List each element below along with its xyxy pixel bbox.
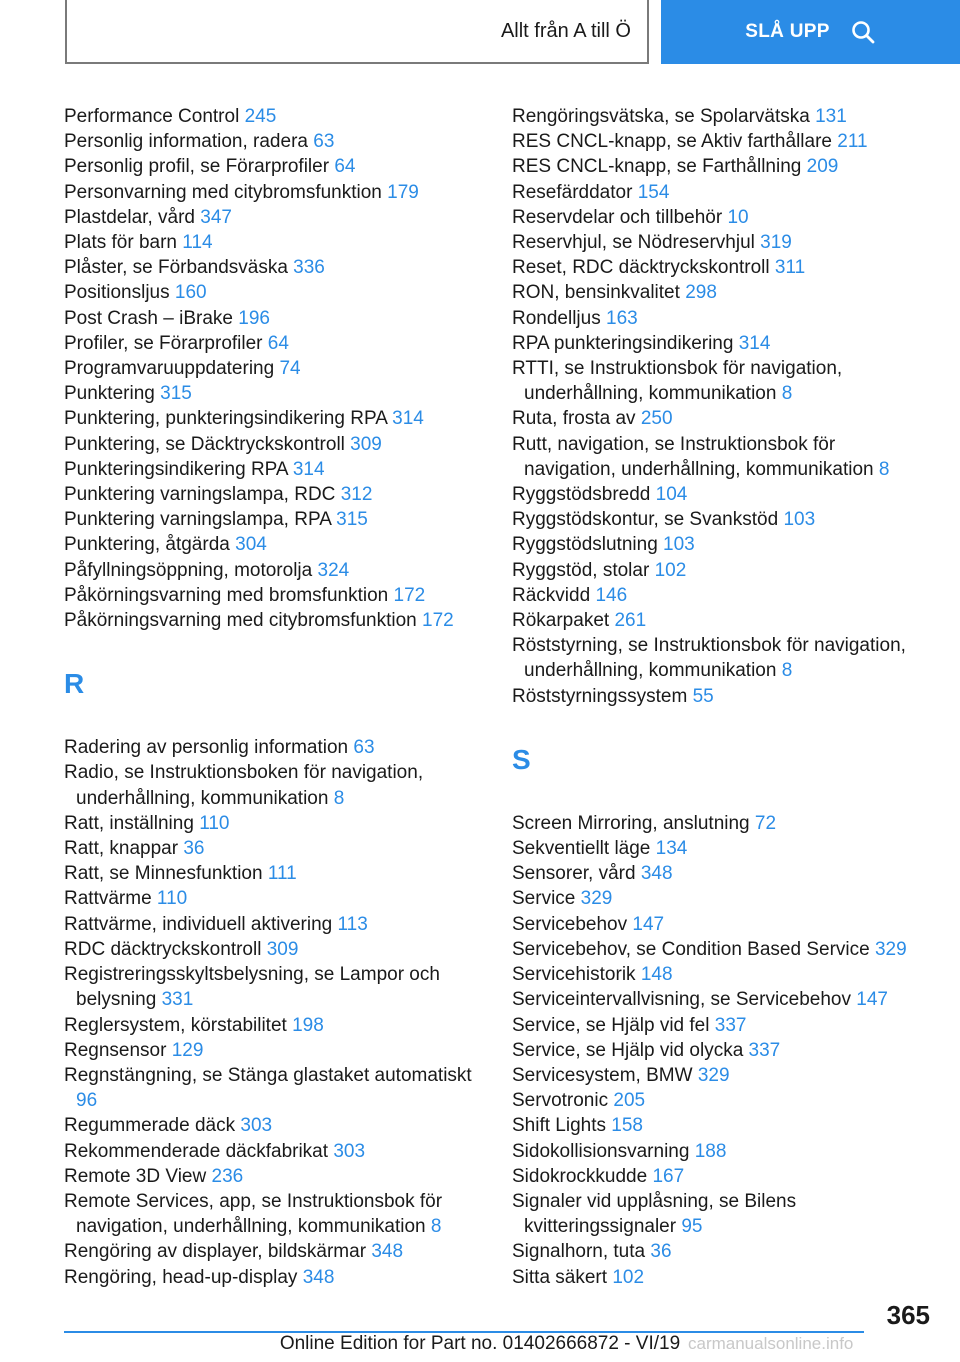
- page-reference-link[interactable]: 336: [293, 257, 325, 279]
- page-reference-link[interactable]: 337: [748, 1039, 781, 1061]
- page-reference-link[interactable]: 331: [161, 989, 194, 1011]
- index-entry: [512, 836, 932, 861]
- page-reference-link[interactable]: 10: [727, 206, 749, 228]
- index-entry: [512, 306, 932, 331]
- index-entry: [64, 432, 484, 457]
- page-reference-link[interactable]: 36: [650, 1241, 672, 1263]
- index-entry: [512, 104, 932, 129]
- entry-text: Punktering, punkteringsindikering RPA: [64, 408, 387, 430]
- index-entry: [64, 811, 484, 836]
- entry-text: Performance Control: [64, 106, 240, 127]
- page-reference-link[interactable]: 146: [595, 584, 628, 606]
- entry-text: Radering av personlig information: [64, 737, 349, 759]
- index-entry: [512, 1088, 932, 1113]
- entry-text: Rengöring av displayer, bildskärmar: [64, 1241, 367, 1263]
- page-reference-link[interactable]: 172: [393, 584, 426, 606]
- page-reference-link[interactable]: 309: [350, 433, 382, 455]
- index-entry: [512, 1013, 932, 1038]
- page-reference-link[interactable]: 324: [317, 559, 350, 581]
- page-reference-link[interactable]: 148: [640, 964, 673, 986]
- page-reference-link[interactable]: 103: [783, 509, 816, 531]
- page-reference-link[interactable]: 315: [160, 383, 192, 405]
- entry-text: Personvarning med citybromsfunktion: [64, 181, 382, 203]
- entry-text: Räckvidd: [512, 584, 591, 606]
- entry-text: RES CNCL-knapp, se Farthållning: [512, 156, 802, 178]
- index-entry: [512, 987, 932, 1012]
- entry-text: Sidokollisionsvarning: [512, 1140, 690, 1162]
- entry-text: RDC däcktryckskontroll: [64, 938, 262, 960]
- page-reference-link[interactable]: 8: [781, 660, 793, 682]
- entry-text: Punktering varningslampa, RDC: [64, 484, 336, 506]
- search-label: SLÅ UPP: [745, 21, 830, 42]
- index-entry: [512, 129, 932, 154]
- index-entry: [64, 381, 484, 406]
- index-entry: [512, 1038, 932, 1063]
- index-entry: [512, 205, 932, 230]
- a-to-z-label: Allt från A till Ö: [500, 19, 631, 42]
- page-reference-link[interactable]: 102: [612, 1266, 645, 1288]
- index-entry: [64, 861, 484, 886]
- entry-text: Ratt, knappar: [64, 838, 179, 860]
- entry-text: Shift Lights: [512, 1115, 606, 1137]
- page-reference-link[interactable]: 72: [754, 812, 777, 834]
- index-entry: [64, 1013, 484, 1038]
- index-entry: [64, 104, 484, 129]
- page-reference-link[interactable]: 209: [806, 156, 839, 178]
- page-reference-link[interactable]: 315: [336, 509, 368, 531]
- index-entry: [64, 1239, 484, 1264]
- entry-text: Servicebehov, se Condition Based Service: [512, 938, 870, 960]
- entry-text: Punktering, åtgärda: [64, 534, 230, 556]
- page-reference-link[interactable]: 329: [580, 888, 613, 910]
- index-entry: [512, 811, 932, 836]
- index-entry: [64, 886, 484, 911]
- entry-text: Personlig profil, se Förarprofiler: [64, 156, 330, 178]
- page-reference-link[interactable]: 160: [174, 282, 207, 304]
- entry-text: Servicebehov: [512, 913, 628, 935]
- index-entry: [512, 583, 932, 608]
- index-entry: [512, 406, 932, 431]
- index-entry: [512, 331, 932, 356]
- index-column-left: [64, 104, 484, 1290]
- index-entry: [512, 1113, 932, 1138]
- page-reference-link[interactable]: 245: [244, 106, 277, 127]
- index-entry: [512, 482, 932, 507]
- index-entry: [64, 507, 484, 532]
- entry-text: Signaler vid upplåsning, se Bilens kvitteringssignaler: [512, 1190, 797, 1238]
- index-entry: [64, 1189, 484, 1239]
- entry-text: Påkörningsvarning med bromsfunktion: [64, 584, 389, 606]
- entry-text: Påkörningsvarning med citybromsfunktion: [64, 610, 417, 632]
- page-reference-link[interactable]: 304: [235, 534, 267, 556]
- index-entry: [512, 1063, 932, 1088]
- index-entry: [64, 1139, 484, 1164]
- index-entry: [64, 1265, 484, 1290]
- entry-text: Punktering varningslampa, RPA: [64, 509, 331, 531]
- top-navigation: [0, 0, 960, 66]
- entry-text: Rondelljus: [512, 307, 601, 329]
- entry-text: Sensorer, vård: [512, 863, 636, 885]
- page-reference-link[interactable]: 63: [353, 737, 375, 759]
- page-reference-link[interactable]: 311: [774, 257, 806, 279]
- page-reference-link[interactable]: 347: [200, 206, 232, 228]
- entry-text: Service, se Hjälp vid fel: [512, 1014, 710, 1036]
- index-entry: [512, 1189, 932, 1239]
- entry-text: Regnstängning, se Stänga glastaket automatiskt: [64, 1064, 472, 1086]
- index-entry: [64, 912, 484, 937]
- search-tab[interactable]: [661, 0, 960, 64]
- index-entry: [64, 836, 484, 861]
- page-reference-link[interactable]: 111: [267, 863, 297, 885]
- page-reference-link[interactable]: 348: [640, 863, 673, 885]
- entry-text: Sidokrockkudde: [512, 1165, 648, 1187]
- entry-text: Remote 3D View: [64, 1165, 207, 1187]
- entry-text: Signalhorn, tuta: [512, 1241, 646, 1263]
- page-reference-link[interactable]: 131: [815, 106, 847, 127]
- index-entry: [512, 937, 932, 962]
- entry-text: Ryggstöd, stolar: [512, 559, 650, 581]
- entry-text: Service: [512, 888, 576, 910]
- page-reference-link[interactable]: 303: [333, 1140, 366, 1162]
- entry-text: Punktering: [64, 383, 155, 405]
- index-entry: [64, 1063, 484, 1113]
- page-reference-link[interactable]: 95: [681, 1216, 703, 1238]
- page-reference-link[interactable]: 337: [714, 1014, 747, 1036]
- entry-text: Personlig information, radera: [64, 131, 308, 153]
- index-entry: [64, 331, 484, 356]
- index-entry: [512, 608, 932, 633]
- page-reference-link[interactable]: 8: [430, 1216, 442, 1238]
- page-reference-link[interactable]: 110: [199, 812, 230, 834]
- entry-text: Rengöring, head-up-display: [64, 1266, 298, 1288]
- entry-text: RTTI, se Instruktionsbok för navigation, underhållning, kommunikation: [512, 358, 843, 405]
- index-entry: [64, 180, 484, 205]
- entry-text: RON, bensinkvalitet: [512, 282, 680, 304]
- entry-text: Service, se Hjälp vid olycka: [512, 1039, 744, 1061]
- page-reference-link[interactable]: 64: [334, 156, 356, 178]
- page-reference-link[interactable]: 319: [760, 232, 792, 254]
- entry-text: RES CNCL-knapp, se Aktiv farthållare: [512, 131, 832, 153]
- a-to-z-tab[interactable]: [65, 0, 649, 64]
- index-entry: [512, 1265, 932, 1290]
- index-entry: [64, 457, 484, 482]
- index-entry: [512, 1164, 932, 1189]
- page-reference-link[interactable]: 348: [302, 1266, 335, 1288]
- index-entry: [512, 558, 932, 583]
- entry-text: Regummerade däck: [64, 1115, 236, 1137]
- page-reference-link[interactable]: 188: [694, 1140, 727, 1162]
- entry-text: Screen Mirroring, anslutning: [512, 812, 750, 834]
- page-reference-link[interactable]: 348: [371, 1241, 404, 1263]
- index-column-right: [512, 104, 932, 1290]
- index-entry: [512, 532, 932, 557]
- page-reference-link[interactable]: 104: [655, 484, 688, 506]
- page-reference-link[interactable]: 314: [292, 458, 325, 480]
- page-reference-link[interactable]: 110: [156, 888, 188, 910]
- index-entry: [64, 937, 484, 962]
- entry-text: Punktering, se Däcktryckskontroll: [64, 433, 345, 455]
- entry-text: Registreringsskyltsbelysning, se Lampor och belysning: [64, 964, 440, 1011]
- page-reference-link[interactable]: 211: [837, 131, 868, 153]
- page-reference-link[interactable]: 147: [632, 913, 665, 935]
- entry-text: Röststyrning, se Instruktionsbok för navigation, underhållning, kommunikation: [512, 635, 906, 682]
- index-entry: [64, 406, 484, 431]
- index-entry: [512, 180, 932, 205]
- page-reference-link[interactable]: 74: [279, 358, 301, 380]
- index-entry: [64, 1164, 484, 1189]
- page-reference-link[interactable]: 179: [387, 181, 419, 203]
- page-reference-link[interactable]: 134: [655, 838, 688, 860]
- index-entry: [64, 1038, 484, 1063]
- entry-text: Servicesystem, BMW: [512, 1064, 693, 1086]
- section-letter: S: [512, 743, 531, 775]
- index-entry: [512, 255, 932, 280]
- index-entry: [64, 205, 484, 230]
- entry-text: Profiler, se Förarprofiler: [64, 332, 263, 354]
- watermark: carmanualsonline.info: [688, 1334, 854, 1353]
- index-entry: [64, 255, 484, 280]
- page-reference-link[interactable]: 8: [878, 458, 890, 480]
- page-reference-link[interactable]: 329: [874, 938, 907, 960]
- entry-text: Rengöringsvätska, se Spolarvätska: [512, 106, 810, 127]
- page-reference-link[interactable]: 158: [611, 1115, 643, 1137]
- entry-text: Rekommenderade däckfabrikat: [64, 1140, 329, 1162]
- entry-text: Post Crash – iBrake: [64, 307, 233, 329]
- entry-text: Rattvärme: [64, 888, 152, 910]
- section-letter: R: [64, 668, 85, 700]
- entry-text: Ratt, inställning: [64, 812, 194, 834]
- page-reference-link[interactable]: 167: [652, 1165, 685, 1187]
- index-entry: [512, 912, 932, 937]
- footer-edition: Online Edition for Part no. 01402666872 - VI/19: [279, 1333, 681, 1354]
- entry-text: Reset, RDC däcktryckskontroll: [512, 257, 770, 279]
- index-entry: [64, 608, 484, 633]
- page-reference-link[interactable]: 314: [392, 408, 424, 430]
- entry-text: Påfyllningsöppning, motorolja: [64, 559, 313, 581]
- entry-text: Rutt, navigation, se Instruktionsbok för navigation, underhållning, kommunikation: [512, 433, 874, 480]
- index-entry: [512, 432, 932, 482]
- entry-text: Regnsensor: [64, 1039, 167, 1061]
- page-reference-link[interactable]: 8: [781, 383, 793, 405]
- entry-text: Positionsljus: [64, 282, 170, 304]
- page-reference-link[interactable]: 103: [663, 534, 695, 556]
- index-entry: [64, 280, 484, 305]
- page-reference-link[interactable]: 261: [614, 610, 647, 632]
- entry-text: Sitta säkert: [512, 1266, 608, 1288]
- page-reference-link[interactable]: 205: [613, 1090, 646, 1112]
- entry-text: Ryggstödskontur, se Svankstöd: [512, 509, 779, 531]
- page-reference-link[interactable]: 309: [266, 938, 299, 960]
- index-entry: [64, 532, 484, 557]
- page-reference-link[interactable]: 172: [422, 610, 454, 632]
- page-reference-link[interactable]: 64: [267, 332, 289, 354]
- index-entry: [64, 558, 484, 583]
- page-number: 365: [886, 1300, 930, 1330]
- index-entry: [512, 684, 932, 709]
- entry-text: Servotronic: [512, 1090, 609, 1112]
- entry-text: Serviceintervallvisning, se Servicebehov: [512, 989, 851, 1011]
- entry-text: Plastdelar, vård: [64, 206, 195, 228]
- page-reference-link[interactable]: 312: [340, 484, 373, 506]
- index-entry: [512, 356, 932, 406]
- index-entry: [512, 861, 932, 886]
- index-entry: [512, 154, 932, 179]
- index-entry: [512, 230, 932, 255]
- page-reference-link[interactable]: 147: [856, 989, 888, 1011]
- page-reference-link[interactable]: 63: [313, 131, 335, 153]
- index-entry: [64, 129, 484, 154]
- page-reference-link[interactable]: 314: [738, 332, 771, 354]
- entry-text: Remote Services, app, se Instruktionsbok för navigation, underhållning, kommunikation: [64, 1190, 443, 1238]
- index-entry: [64, 760, 484, 810]
- index-entry: [64, 306, 484, 331]
- entry-text: Rattvärme, individuell aktivering: [64, 913, 333, 935]
- page-reference-link[interactable]: 113: [337, 913, 368, 935]
- page-reference-link[interactable]: 129: [171, 1039, 204, 1061]
- page-reference-link[interactable]: 55: [692, 685, 714, 707]
- entry-text: Reglersystem, körstabilitet: [64, 1014, 287, 1036]
- entry-text: Radio, se Instruktionsboken för navigation, underhållning, kommunikation: [64, 762, 424, 809]
- index-entry: [512, 280, 932, 305]
- entry-text: Sekventiellt läge: [512, 838, 651, 860]
- index-entry: [64, 962, 484, 1012]
- entry-text: Servicehistorik: [512, 964, 636, 986]
- index-entry: [512, 507, 932, 532]
- entry-text: Punkteringsindikering RPA: [64, 458, 288, 480]
- page-reference-link[interactable]: 36: [183, 838, 205, 860]
- index-entry: [512, 1139, 932, 1164]
- index-entry: [64, 230, 484, 255]
- page-reference-link[interactable]: 114: [182, 232, 213, 254]
- search-icon: [850, 19, 876, 45]
- entry-text: Ryggstödsbredd: [512, 484, 651, 506]
- index-entry: [64, 154, 484, 179]
- page-reference-link[interactable]: 154: [637, 181, 670, 203]
- index-entry: [512, 962, 932, 987]
- page-reference-link[interactable]: 236: [211, 1165, 244, 1187]
- page-reference-link[interactable]: 8: [333, 787, 345, 809]
- index-entry: [64, 1113, 484, 1138]
- entry-text: Plåster, se Förbandsväska: [64, 257, 288, 279]
- page-reference-link[interactable]: 298: [685, 282, 717, 304]
- entry-text: Ryggstödslutning: [512, 534, 658, 556]
- entry-text: Plats för barn: [64, 232, 177, 254]
- page-reference-link[interactable]: 303: [240, 1115, 273, 1137]
- entry-text: Reservdelar och tillbehör: [512, 206, 723, 228]
- index-entry: [64, 583, 484, 608]
- entry-text: Rökarpaket: [512, 610, 610, 632]
- page-reference-link[interactable]: 250: [640, 408, 673, 430]
- page-reference-link[interactable]: 102: [654, 559, 687, 581]
- index-entry: [64, 482, 484, 507]
- entry-text: RPA punkteringsindikering: [512, 332, 734, 354]
- page-reference-link[interactable]: 196: [238, 307, 270, 329]
- page-reference-link[interactable]: 163: [606, 307, 638, 329]
- entry-text: Programvaruuppdatering: [64, 358, 275, 380]
- page-reference-link[interactable]: 96: [76, 1090, 98, 1112]
- entry-text: Ratt, se Minnesfunktion: [64, 863, 263, 885]
- index-entry: [512, 886, 932, 911]
- entry-text: Reservhjul, se Nödreservhjul: [512, 232, 755, 254]
- index-entry: [64, 356, 484, 381]
- index-entry: [512, 1239, 932, 1264]
- page-reference-link[interactable]: 329: [697, 1064, 730, 1086]
- index-entry: [512, 633, 932, 683]
- entry-text: Ruta, frosta av: [512, 408, 636, 430]
- entry-text: Röststyrningssystem: [512, 685, 688, 707]
- page-reference-link[interactable]: 198: [292, 1014, 324, 1036]
- index-entry: [64, 735, 484, 760]
- entry-text: Resefärddator: [512, 181, 633, 203]
